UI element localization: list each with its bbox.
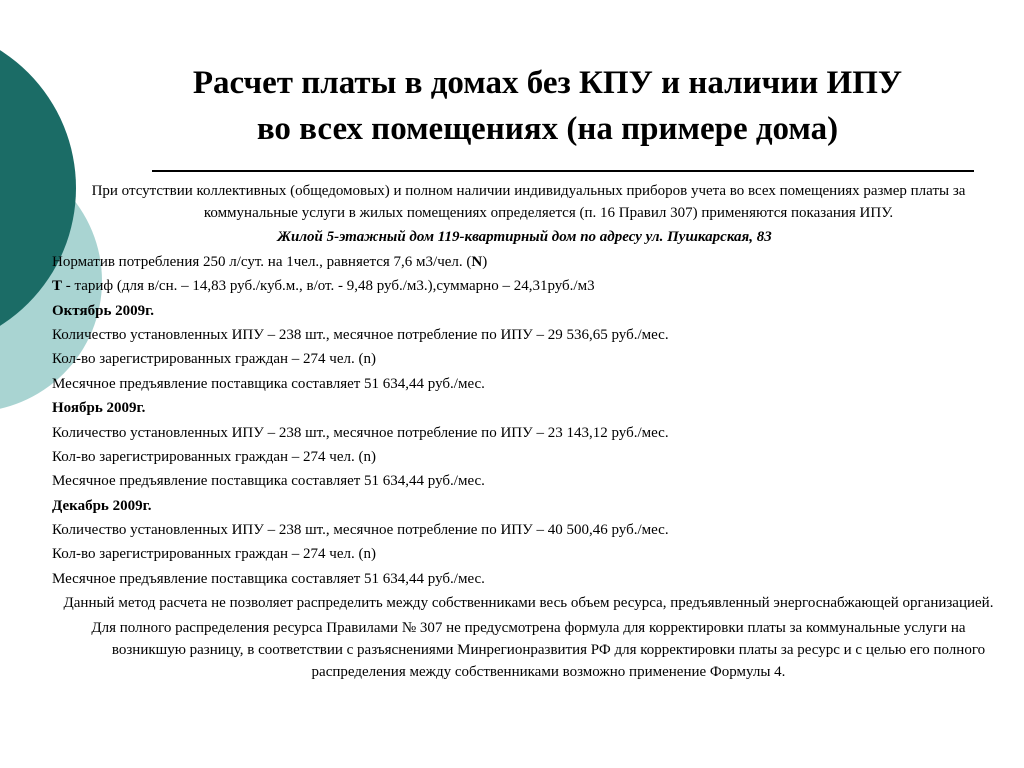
norm-close: )	[482, 253, 488, 270]
slide-title	[70, 60, 1024, 152]
month-november-ipu: Количество установленных ИПУ – 238 шт., месячное потребление по ИПУ – 23 143,12 руб./мес.	[52, 424, 669, 441]
slide-body	[52, 180, 997, 685]
month-november-residents: Кол-во зарегистрированных граждан – 274 чел. (n)	[52, 448, 376, 465]
month-december-supplier: Месячное предъявление поставщика составляет 51 634,44 руб./мес.	[52, 570, 485, 587]
norm-text: Норматив потребления 250 л/сут. на 1чел., равняется 7,6 м3/чел. (	[52, 253, 472, 270]
house-description: Жилой 5-этажный дом 119-квартирный дом по адресу ул. Пушкарская, 83	[277, 229, 772, 246]
norm-line	[52, 251, 997, 273]
tariff-symbol: Т	[52, 278, 63, 295]
month-december-ipu: Количество установленных ИПУ – 238 шт., месячное потребление по ИПУ – 40 500,46 руб./мес.	[52, 522, 669, 539]
tariff-line	[52, 275, 997, 297]
month-heading-december: Декабрь 2009г.	[52, 497, 152, 514]
month-heading-october: Октябрь 2009г.	[52, 302, 154, 319]
conclusion-paragraph-1: Данный метод расчета не позволяет распределить между собственниками весь объем ресурса, предъявленный энергоснабжающей организацией.	[63, 595, 994, 612]
intro-paragraph: При отсутствии коллективных (общедомовых) и полном наличии индивидуальных приборов учета во всех помещениях размер платы за коммунальные услуги в жилых помещениях определяется (п. 16 Правил 307) применяются показания ИПУ.	[91, 183, 966, 221]
month-october-supplier: Месячное предъявление поставщика составляет 51 634,44 руб./мес.	[52, 375, 485, 392]
title-divider	[152, 170, 974, 172]
month-november-supplier: Месячное предъявление поставщика составляет 51 634,44 руб./мес.	[52, 473, 485, 490]
month-october-residents: Кол-во зарегистрированных граждан – 274 чел. (n)	[52, 351, 376, 368]
title-line-1: Расчет платы в домах без КПУ и наличии ИПУ	[192, 65, 903, 101]
tariff-text: - тариф (для в/сн. – 14,83 руб./куб.м., в/от. - 9,48 руб./м3.),суммарно – 24,31руб./м3	[62, 278, 595, 295]
conclusion-paragraph-2: Для полного распределения ресурса Правилами № 307 не предусмотрена формула для корректировки платы за коммунальные услуги на возникшую разницу, в соответствии с разъяснениями Минрегионразвития РФ для корректировки платы за ресурс и с целью его полного распределения между собственниками возможно применение Формулы 4.	[91, 619, 986, 680]
title-line-2: во всех помещениях (на примере дома)	[256, 111, 839, 147]
month-heading-november: Ноябрь 2009г.	[52, 400, 146, 417]
month-october-ipu: Количество установленных ИПУ – 238 шт., месячное потребление по ИПУ – 29 536,65 руб./мес.	[52, 326, 669, 343]
month-december-residents: Кол-во зарегистрированных граждан – 274 чел. (n)	[52, 546, 376, 563]
norm-symbol: N	[471, 253, 483, 270]
